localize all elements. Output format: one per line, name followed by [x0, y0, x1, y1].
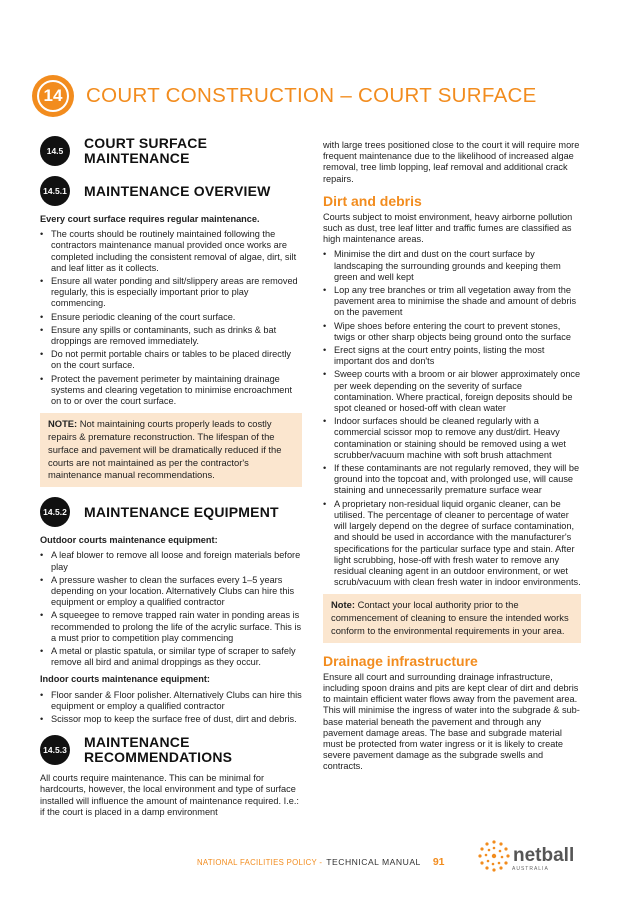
list-item: • Lop any tree branches or trim all vegetation away from the pavement area to minimise the shade and amount of debris on the pavement: [323, 285, 581, 319]
list-item: • Protect the pavement perimeter by maintaining drainage systems and clearing vegetation to minimise encroachment on to or over the court surface.: [40, 374, 302, 408]
section-14-5-3-heading: [40, 735, 302, 765]
list-item: • A metal or plastic spatula, or similar type of scraper to safely remove all bird and animal droppings as they occur.: [40, 646, 302, 668]
overview-intro: Every court surface requires regular maintenance.: [40, 214, 260, 224]
drainage-text: Ensure all court and surrounding drainage infrastructure, including spoon drains and pits are kept clear of dirt and debris to maintain efficient water flows away from the pavement area. This will minimise the ingress of water into the subgrade & sub-base material beneath the pavement and through any pavement damage areas. The base and subgrade material must be protected from water ingress or it is likely to create severe pavement damage as the subgrade swells and contracts.: [323, 671, 580, 772]
page-number: 91: [432, 856, 445, 868]
dirt-debris-note-box: [323, 594, 581, 642]
list-item: • Scissor mop to keep the surface free of dust, dirt and debris.: [40, 714, 302, 725]
list-item: • A squeegee to remove trapped rain water in ponding areas is recommended to prolong the life of the acrylic surface. This is a must prior to competition play commencing: [40, 610, 302, 644]
list-item: • Minimise the dirt and dust on the court surface by landscaping the surrounding grounds and keeping them green and well kept: [323, 249, 581, 283]
chapter-number-badge: [32, 75, 74, 117]
overview-note-box: [40, 413, 302, 487]
list-item: • Erect signs at the court entry points, listing the most important dos and don'ts: [323, 345, 581, 367]
dirt-debris-list: [323, 249, 581, 588]
netball-starburst-icon: [476, 838, 512, 874]
list-item: • Ensure any spills or contaminants, such as drinks & bat droppings are removed immediately.: [40, 325, 302, 347]
chapter-header: [32, 74, 537, 118]
section-14-5-heading: [40, 136, 302, 166]
dirt-debris-intro: Courts subject to moist environment, heavy airborne pollution such as dust, tree leaf litter and traffic fumes are classified as high maintenance areas.: [323, 211, 573, 245]
list-item: • A pressure washer to clean the surfaces every 1–5 years depending on your location. Alternatively Clubs can hire this equipment or employ a qualified contractor: [40, 575, 302, 609]
section-number-badge: 14.5.1: [40, 176, 70, 206]
list-item: • Ensure all water ponding and silt/slippery areas are removed regularly, this is especially important prior to play commencing.: [40, 276, 302, 310]
overview-bullet-list: [40, 229, 302, 407]
chapter-title: COURT CONSTRUCTION – COURT SURFACE: [86, 84, 537, 107]
list-item: • A leaf blower to remove all loose and foreign materials before play: [40, 550, 302, 572]
section-number-badge: 14.5.3: [40, 735, 70, 765]
list-item: • Sweep courts with a broom or air blower approximately once per week depending on the severity of surface contamination. Where practical, foreign deposits should be spot cleaned or hosed-off with clean water: [323, 369, 581, 414]
list-item: • Do not permit portable chairs or tables to be placed directly on the court surface.: [40, 349, 302, 371]
section-14-5-2-heading: [40, 497, 302, 527]
indoor-equipment-heading: Indoor courts maintenance equipment:: [40, 674, 210, 685]
list-item: • Ensure periodic cleaning of the court surface.: [40, 312, 302, 323]
logo-subtext: AUSTRALIA: [512, 866, 549, 872]
list-item: • Floor sander & Floor polisher. Alternatively Clubs can hire this equipment or employ a qualified contractor: [40, 690, 302, 712]
list-item: • A proprietary non-residual liquid organic cleaner, can be utilised. The percentage of cleaner to percentage of water will largely depend on the degree of surface contamination, and should be used in accordance with the manufacturer's specifications for the particular surface type and stain. After light scrubbing, hose-off with fresh water to remove any residual cleaning agent in an outdoor environment, or wet scrub/vacuum with clean fresh water in indoor environments.: [323, 499, 581, 589]
section-title: MAINTENANCE OVERVIEW: [84, 182, 271, 199]
list-item: • Indoor surfaces should be cleaned regularly with a commercial scissor mop to remove any dust/dirt. Heavy contamination or staining should be removed using a wet scrubber/vacuum machine with soft brush attachment: [323, 416, 581, 461]
section-title: MAINTENANCE EQUIPMENT: [84, 503, 279, 520]
footer: [197, 856, 445, 868]
note-label: Note:: [331, 599, 355, 611]
footer-manual-label: TECHNICAL MANUAL: [326, 857, 421, 867]
drainage-heading: Drainage infrastructure: [323, 652, 478, 669]
right-column: [323, 140, 581, 777]
left-column: [40, 136, 302, 822]
section-title-line: RECOMMENDATIONS: [84, 749, 233, 766]
list-item: • If these contaminants are not regularly removed, they will be ground into the topcoat and, with prolonged use, will cause staining and unnecessarily premature surface wear: [323, 463, 581, 497]
footer-policy-label: NATIONAL FACILITIES POLICY -: [197, 857, 323, 867]
note-text: Contact your local authority prior to the commencement of cleaning to ensure the intended works conform to the environmental requirements in your area.: [331, 599, 569, 636]
chapter-number: 14: [43, 86, 63, 105]
indoor-equipment-list: [40, 690, 302, 726]
section-title: COURT SURFACE MAINTENANCE: [84, 135, 208, 166]
section-14-5-1-heading: [40, 176, 302, 206]
list-item: • The courts should be routinely maintained following the contractors maintenance manual provided once works are completed including the consistent removal of algae, dirt, silt and leaf litter as it collects.: [40, 229, 302, 274]
section-number-badge: 14.5.2: [40, 497, 70, 527]
note-label: NOTE:: [48, 418, 78, 430]
netball-logo: [476, 838, 574, 874]
list-item: • Wipe shoes before entering the court to prevent stones, twigs or other sharp objects being ground onto the surface: [323, 321, 581, 343]
recommendations-text: All courts require maintenance. This can be minimal for hardcourts, however, the local environment and type of surface installed will influence the amount of maintenance required. I.e.: if the court is placed in a damp environment: [40, 773, 299, 817]
logo-text: netball: [513, 845, 575, 866]
recommendations-continued-text: with large trees positioned close to the court it will require more frequent maintenance due to the likelihood of increased algae removal, tree limb lopping, leaf removal and additional crack repairs.: [323, 140, 580, 184]
dirt-debris-heading: Dirt and debris: [323, 192, 422, 209]
note-text: Not maintaining courts properly leads to costly repairs & premature reconstruction. The lifespan of the surface and pavement will be dramatically reduced if the courts are not maintained as per the contractor's maintenance manual recommendations.: [48, 418, 282, 481]
section-title-line: MAINTENANCE: [84, 734, 190, 751]
section-number-badge: 14.5: [40, 136, 70, 166]
section-title: [84, 735, 232, 765]
outdoor-equipment-heading: Outdoor courts maintenance equipment:: [40, 535, 218, 546]
outdoor-equipment-list: [40, 550, 302, 668]
